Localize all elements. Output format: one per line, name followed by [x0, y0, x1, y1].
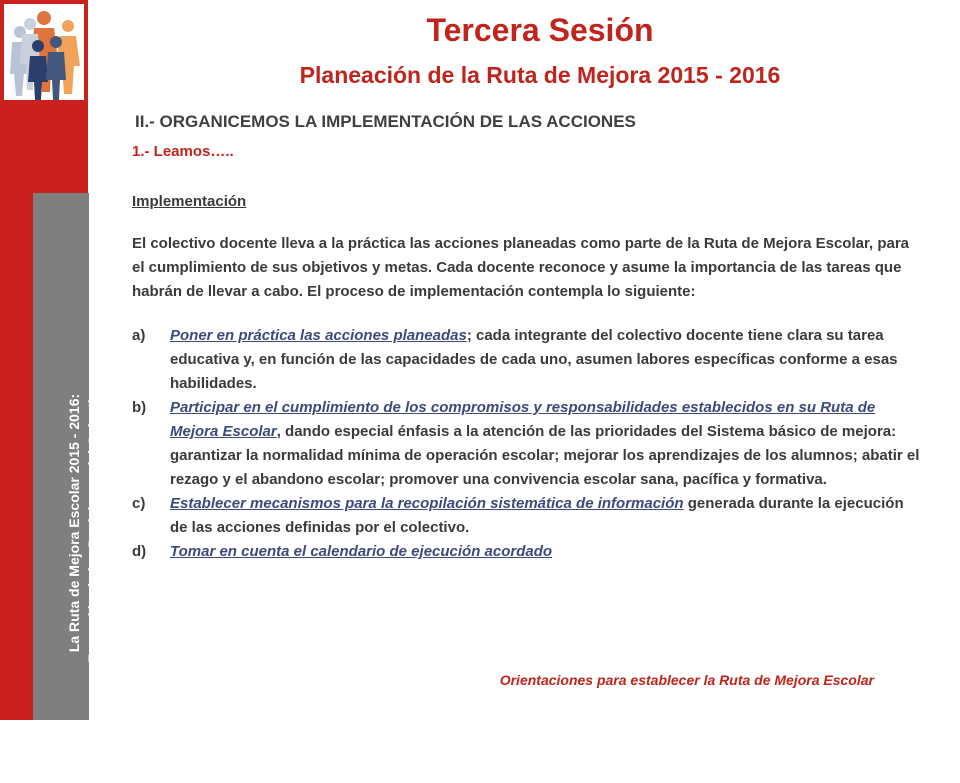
item-link-text: Participar en el cumplimiento de los compromisos y responsabilidades establecidos en su Ruta de Mejora Escolar	[170, 399, 876, 440]
section-heading: II.- ORGANICEMOS LA IMPLEMENTACIÓN DE LAS ACCIONES	[135, 112, 636, 131]
source-citation: Orientaciones para establecer la Ruta de Mejora Escolar	[499, 672, 874, 688]
list-marker: b)	[132, 399, 147, 416]
section-subheading: 1.- Leamos…..	[132, 143, 234, 160]
item-rest-text: ; cada integrante del colectivo docente tiene clara su tarea educativa y, en función de las capacidades de cada uno, asumen labores específicas conforme a esas habilidades.	[170, 327, 898, 392]
page-title: Tercera Sesión	[426, 12, 654, 48]
sidebar-caption-line1: La Ruta de Mejora Escolar 2015 - 2016:	[66, 393, 82, 653]
sidebar	[0, 0, 101, 720]
list-marker: a)	[132, 327, 146, 344]
page-subtitle: Planeación de la Ruta de Mejora 2015 - 2016	[299, 62, 781, 88]
item-link-text: Tomar en cuenta el calendario de ejecución acordado	[170, 543, 553, 560]
sidebar-caption-line2: Expresión de las Decisiones del Colectivo	[85, 382, 101, 664]
actions-list	[132, 324, 922, 564]
logo	[4, 4, 84, 100]
list-item-a	[132, 324, 922, 396]
list-marker: c)	[132, 495, 146, 512]
item-rest-text: , dando especial énfasis a la atención de las prioridades del Sistema básico de mejora: garantizar la normalidad mínima de operación escolar; mejorar los aprendizajes de los alumnos; abatir el rezago y el abandono escolar; promover una convivencia escolar sana, pacífica y formativa.	[170, 423, 920, 488]
item-rest-text: generada durante la ejecución de las acciones definidas por el colectivo.	[170, 495, 904, 536]
list-item-c	[132, 492, 922, 540]
list-item-b	[132, 396, 922, 492]
people-group-logo-icon	[4, 4, 84, 100]
content-heading: Implementación	[132, 193, 247, 210]
list-marker: d)	[132, 543, 147, 560]
item-link-text: Poner en práctica las acciones planeadas	[170, 327, 467, 344]
sidebar-vertical-caption	[56, 263, 112, 783]
content-paragraph: El colectivo docente lleva a la práctica las acciones planeadas como parte de la Ruta de Mejora Escolar, para el cumplimiento de sus objetivos y metas. Cada docente reconoce y asume la importancia de las tareas que habrán de llevar a cabo. El proceso de implementación contempla lo siguiente:	[132, 235, 909, 300]
item-link-text: Establecer mecanismos para la recopilación sistemática de información	[170, 495, 684, 512]
list-item-d	[132, 540, 922, 564]
content-body	[132, 190, 922, 564]
